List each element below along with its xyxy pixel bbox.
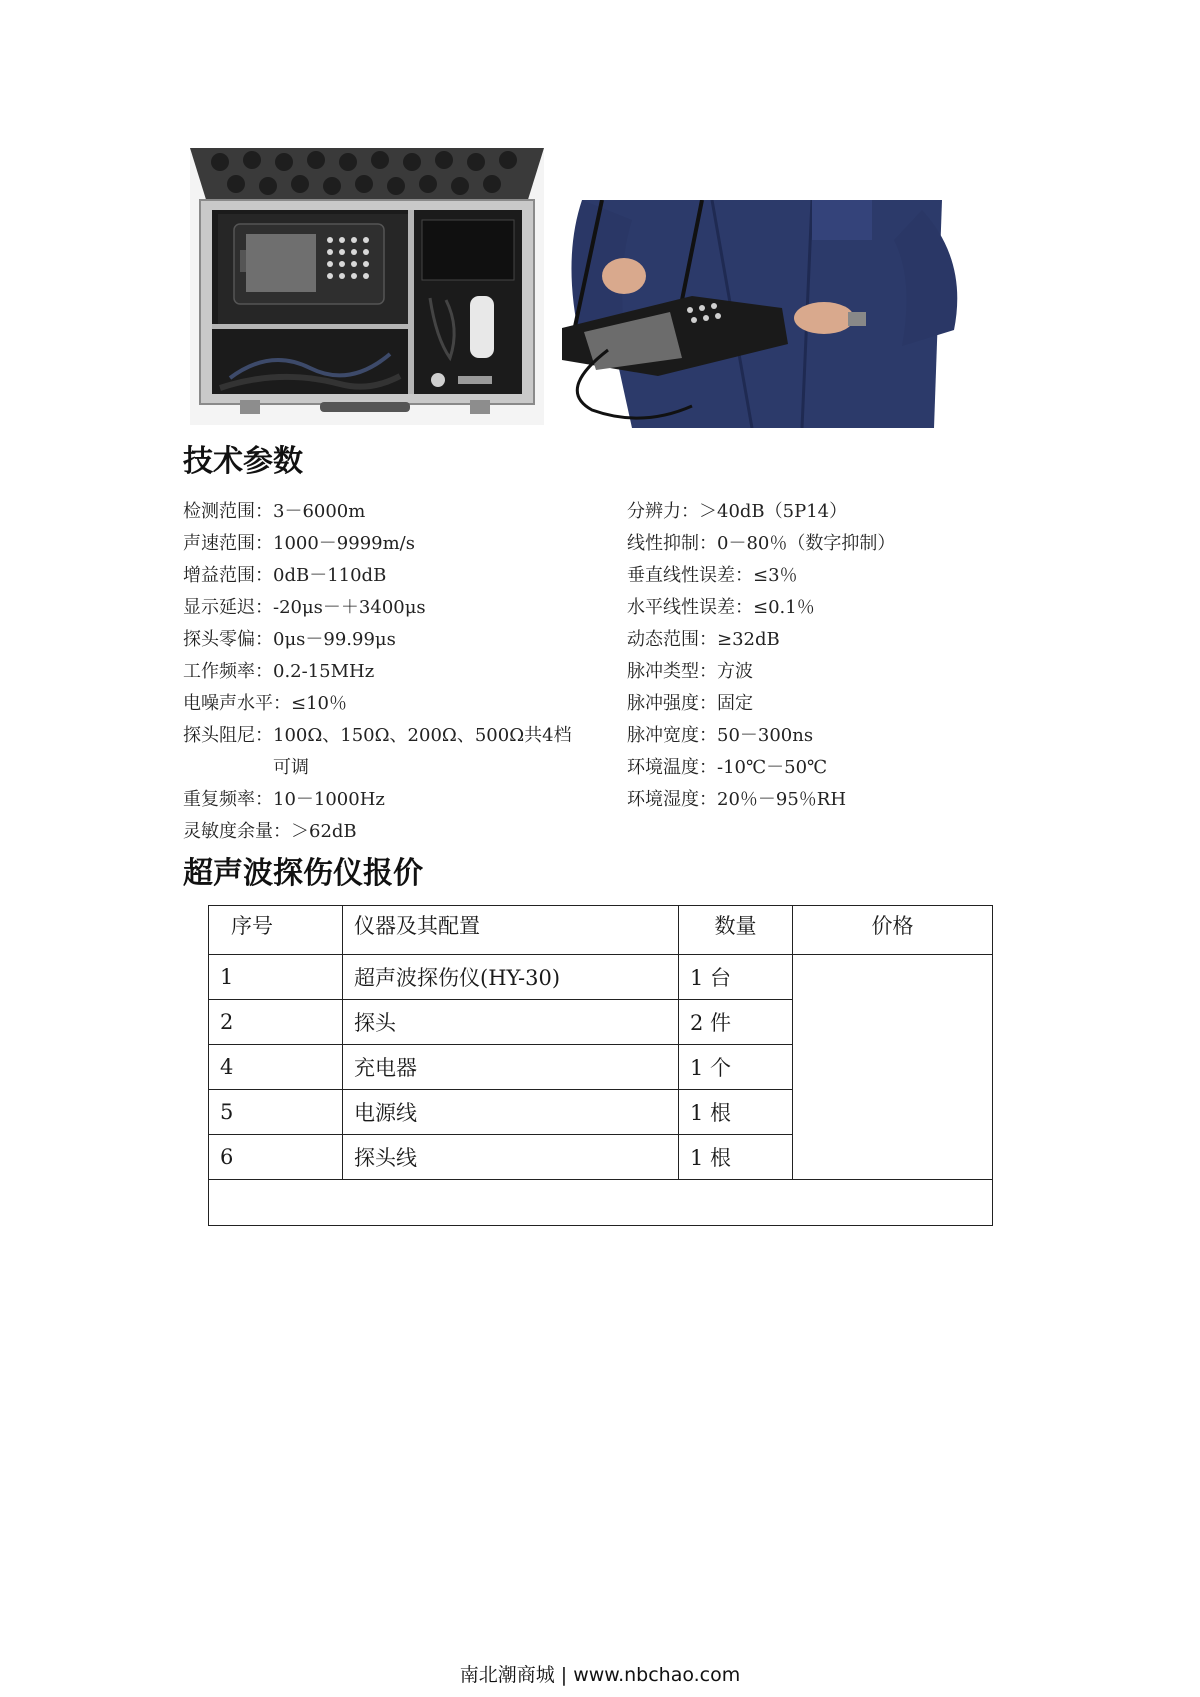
spec-label: 环境温度： [627,757,717,778]
spec-row [627,496,1047,528]
spec-row [627,784,1047,816]
spec-row [627,528,1047,560]
row-number: 2 [209,1000,343,1045]
header-number: 序号 [209,906,343,955]
spec-label: 脉冲宽度： [627,725,717,746]
spec-row [183,656,593,688]
spec-value: -20μs－＋3400μs [273,597,426,618]
spec-value: 50－300ns [717,725,814,746]
spec-row [183,528,593,560]
spec-value: 1000－9999m/s [273,533,415,554]
row-item: 探头 [343,1000,679,1045]
spec-value: 方波 [717,661,753,682]
row-item: 超声波探伤仪(HY-30) [343,955,679,1000]
spec-row [627,624,1047,656]
spec-value: ＞40dB（5P14） [699,501,848,522]
spec-value: ≤10％ [291,693,347,714]
spec-value: 3－6000m [273,501,366,522]
spec-label: 检测范围： [183,501,273,522]
spec-row [627,592,1047,624]
quote-heading: 超声波探伤仪报价 [183,856,423,891]
spec-value: ≥32dB [717,629,780,650]
spec-label: 分辨力： [627,501,699,522]
spec-label: 脉冲类型： [627,661,717,682]
spec-row [627,560,1047,592]
spec-label: 垂直线性误差： [627,565,753,586]
spec-row [627,752,1047,784]
quote-table [208,905,993,1226]
spec-value: 0dB－110dB [273,565,387,586]
spec-label: 重复频率： [183,789,273,810]
row-quantity: 1 根 [679,1090,793,1135]
table-header-row [209,906,993,955]
specs-right-column [627,496,1047,816]
spec-label: 增益范围： [183,565,273,586]
row-quantity: 1 个 [679,1045,793,1090]
row-item: 探头线 [343,1135,679,1180]
spec-label: 水平线性误差： [627,597,753,618]
spec-row [183,624,593,656]
spec-label: 工作频率： [183,661,273,682]
spec-row [183,496,593,528]
header-quantity: 数量 [679,906,793,955]
row-item: 充电器 [343,1045,679,1090]
spec-label: 环境湿度： [627,789,717,810]
spec-value: ≤3％ [753,565,798,586]
spec-label: 显示延迟： [183,597,273,618]
spec-row [183,784,593,816]
operator-with-detector-photo [562,200,974,428]
spec-value: 0μs－99.99μs [273,629,396,650]
spec-value: 10－1000Hz [273,789,385,810]
row-quantity: 1 根 [679,1135,793,1180]
spec-label: 探头零偏： [183,629,273,650]
spec-label: 电噪声水平： [183,693,291,714]
spec-label: 探头阻尼： [183,725,273,746]
spec-row [627,720,1047,752]
spec-row [183,816,593,848]
empty-cell [209,1180,993,1226]
spec-label: 动态范围： [627,629,717,650]
spec-value: 0.2-15MHz [273,661,375,682]
spec-value: 0－80％（数字抑制） [717,533,896,554]
row-number: 4 [209,1045,343,1090]
spec-label: 线性抑制： [627,533,717,554]
spec-row [183,720,593,784]
spec-value: 20％－95％RH [717,789,847,810]
spec-label: 脉冲强度： [627,693,717,714]
row-quantity: 1 台 [679,955,793,1000]
spec-row [627,656,1047,688]
row-item: 电源线 [343,1090,679,1135]
spec-value: 100Ω、150Ω、200Ω、500Ω共4档可调 [273,725,572,778]
spec-value: ＞62dB [291,821,357,842]
row-number: 1 [209,955,343,1000]
table-row [209,955,993,1000]
spec-label: 灵敏度余量： [183,821,291,842]
row-quantity: 2 件 [679,1000,793,1045]
footer-text: 南北潮商城 | www.nbchao.com [459,1664,741,1686]
instrument-case-photo [190,148,544,425]
table-row-empty [209,1180,993,1226]
specs-heading: 技术参数 [183,444,303,479]
specs-left-column [183,496,593,848]
price-cell [793,955,993,1180]
spec-value: -10℃－50℃ [717,757,828,778]
header-price: 价格 [793,906,993,955]
spec-row [183,592,593,624]
row-number: 5 [209,1090,343,1135]
spec-row [183,688,593,720]
spec-label: 声速范围： [183,533,273,554]
row-number: 6 [209,1135,343,1180]
header-item: 仪器及其配置 [343,906,679,955]
spec-row [183,560,593,592]
spec-row [627,688,1047,720]
spec-value: ≤0.1％ [753,597,815,618]
spec-value: 固定 [717,693,753,714]
